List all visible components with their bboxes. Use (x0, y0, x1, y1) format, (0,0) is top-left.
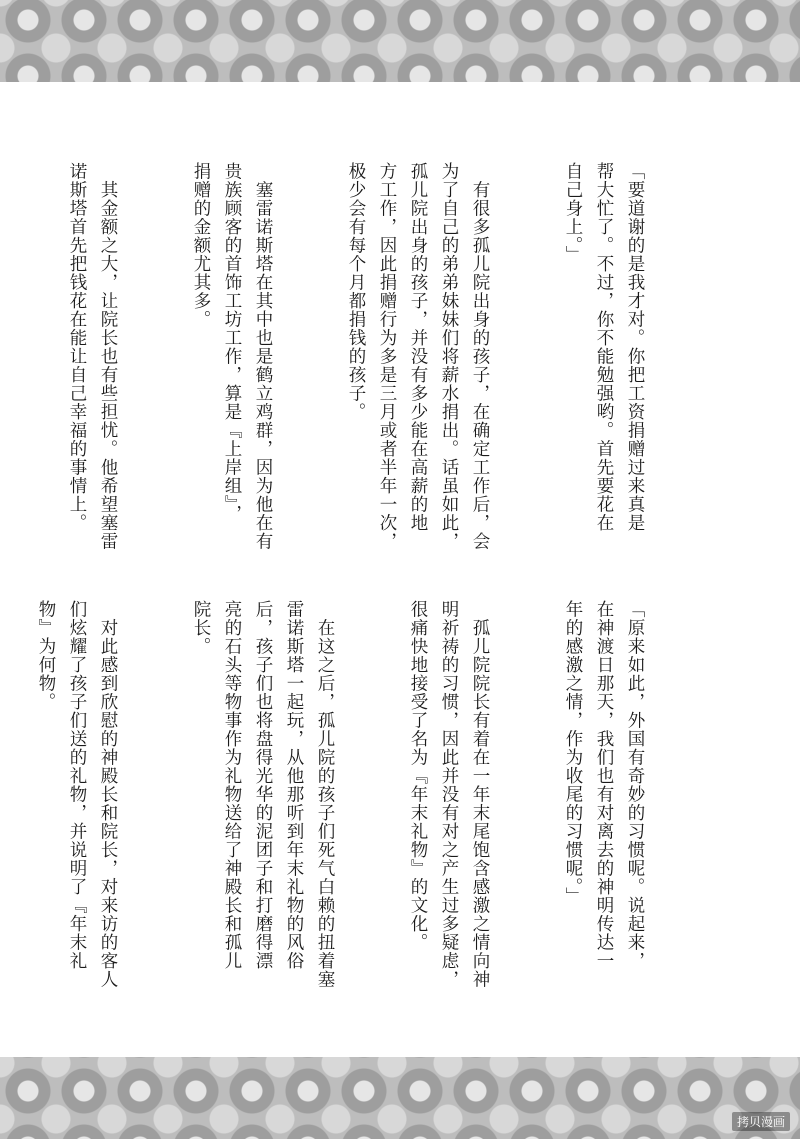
paragraph: 对此感到欣慰的神殿长和院长，对来访的客人 们炫耀了孩子们送的礼物，并说明了『年末礼 物』为何物。 (36, 600, 118, 989)
text-block-top (0, 162, 712, 582)
paragraph: 在这之后，孤儿院的孩子们死气白赖的扭着塞 雷诺斯塔一起玩，从他那听到年末礼物的风俗 后，孩子们也将盘得光华的泥团子和打磨得漂 亮的石头等物事作为礼物送给了神殿长和孤儿 院长。 (191, 600, 335, 989)
paragraph: 「要道谢的是我才对。你把工资捐赠过来真是 帮大忙了。不过，你不能勉强哟。首先要花在 自己身上。」 (563, 162, 645, 532)
paragraph: 「原来如此，外国有奇妙的习惯呢。说起来， 在神渡日那天，我们也有对离去的神明传达一 年的感激之情，作为收尾的习惯呢。」 (563, 600, 645, 970)
text-block-bottom (0, 600, 712, 1040)
watermark: 拷贝漫画 (732, 1112, 790, 1131)
paragraph: 有很多孤儿院出身的孩子，在确定工作后，会 为了自己的弟弟妹妹们将薪水捐出。话虽如此， 孤儿院出身的孩子，并没有多少能在高薪的地 方工作，因此捐赠行为多是三月或者半年一次， 极少会有每个月都捐钱的孩子。 (346, 162, 490, 551)
paragraph: 孤儿院院长有着在一年末尾饱含感激之情向神 明祈祷的习惯，因此并没有对之产生过多疑虑， 很痛快地接受了名为『年末礼物』的文化。 (408, 600, 490, 989)
decorative-border-bottom (0, 1057, 800, 1139)
paragraph: 其金额之大，让院长也有些担忧。他希望塞雷 诺斯塔首先把钱花在能让自己幸福的事情上。 (67, 162, 118, 551)
decorative-border-top (0, 0, 800, 82)
paragraph: 塞雷诺斯塔在其中也是鹤立鸡群，因为他在有 贵族顾客的首饰工坊工作，算是『上岸组』， 捐赠的金额尤其多。 (191, 162, 273, 551)
